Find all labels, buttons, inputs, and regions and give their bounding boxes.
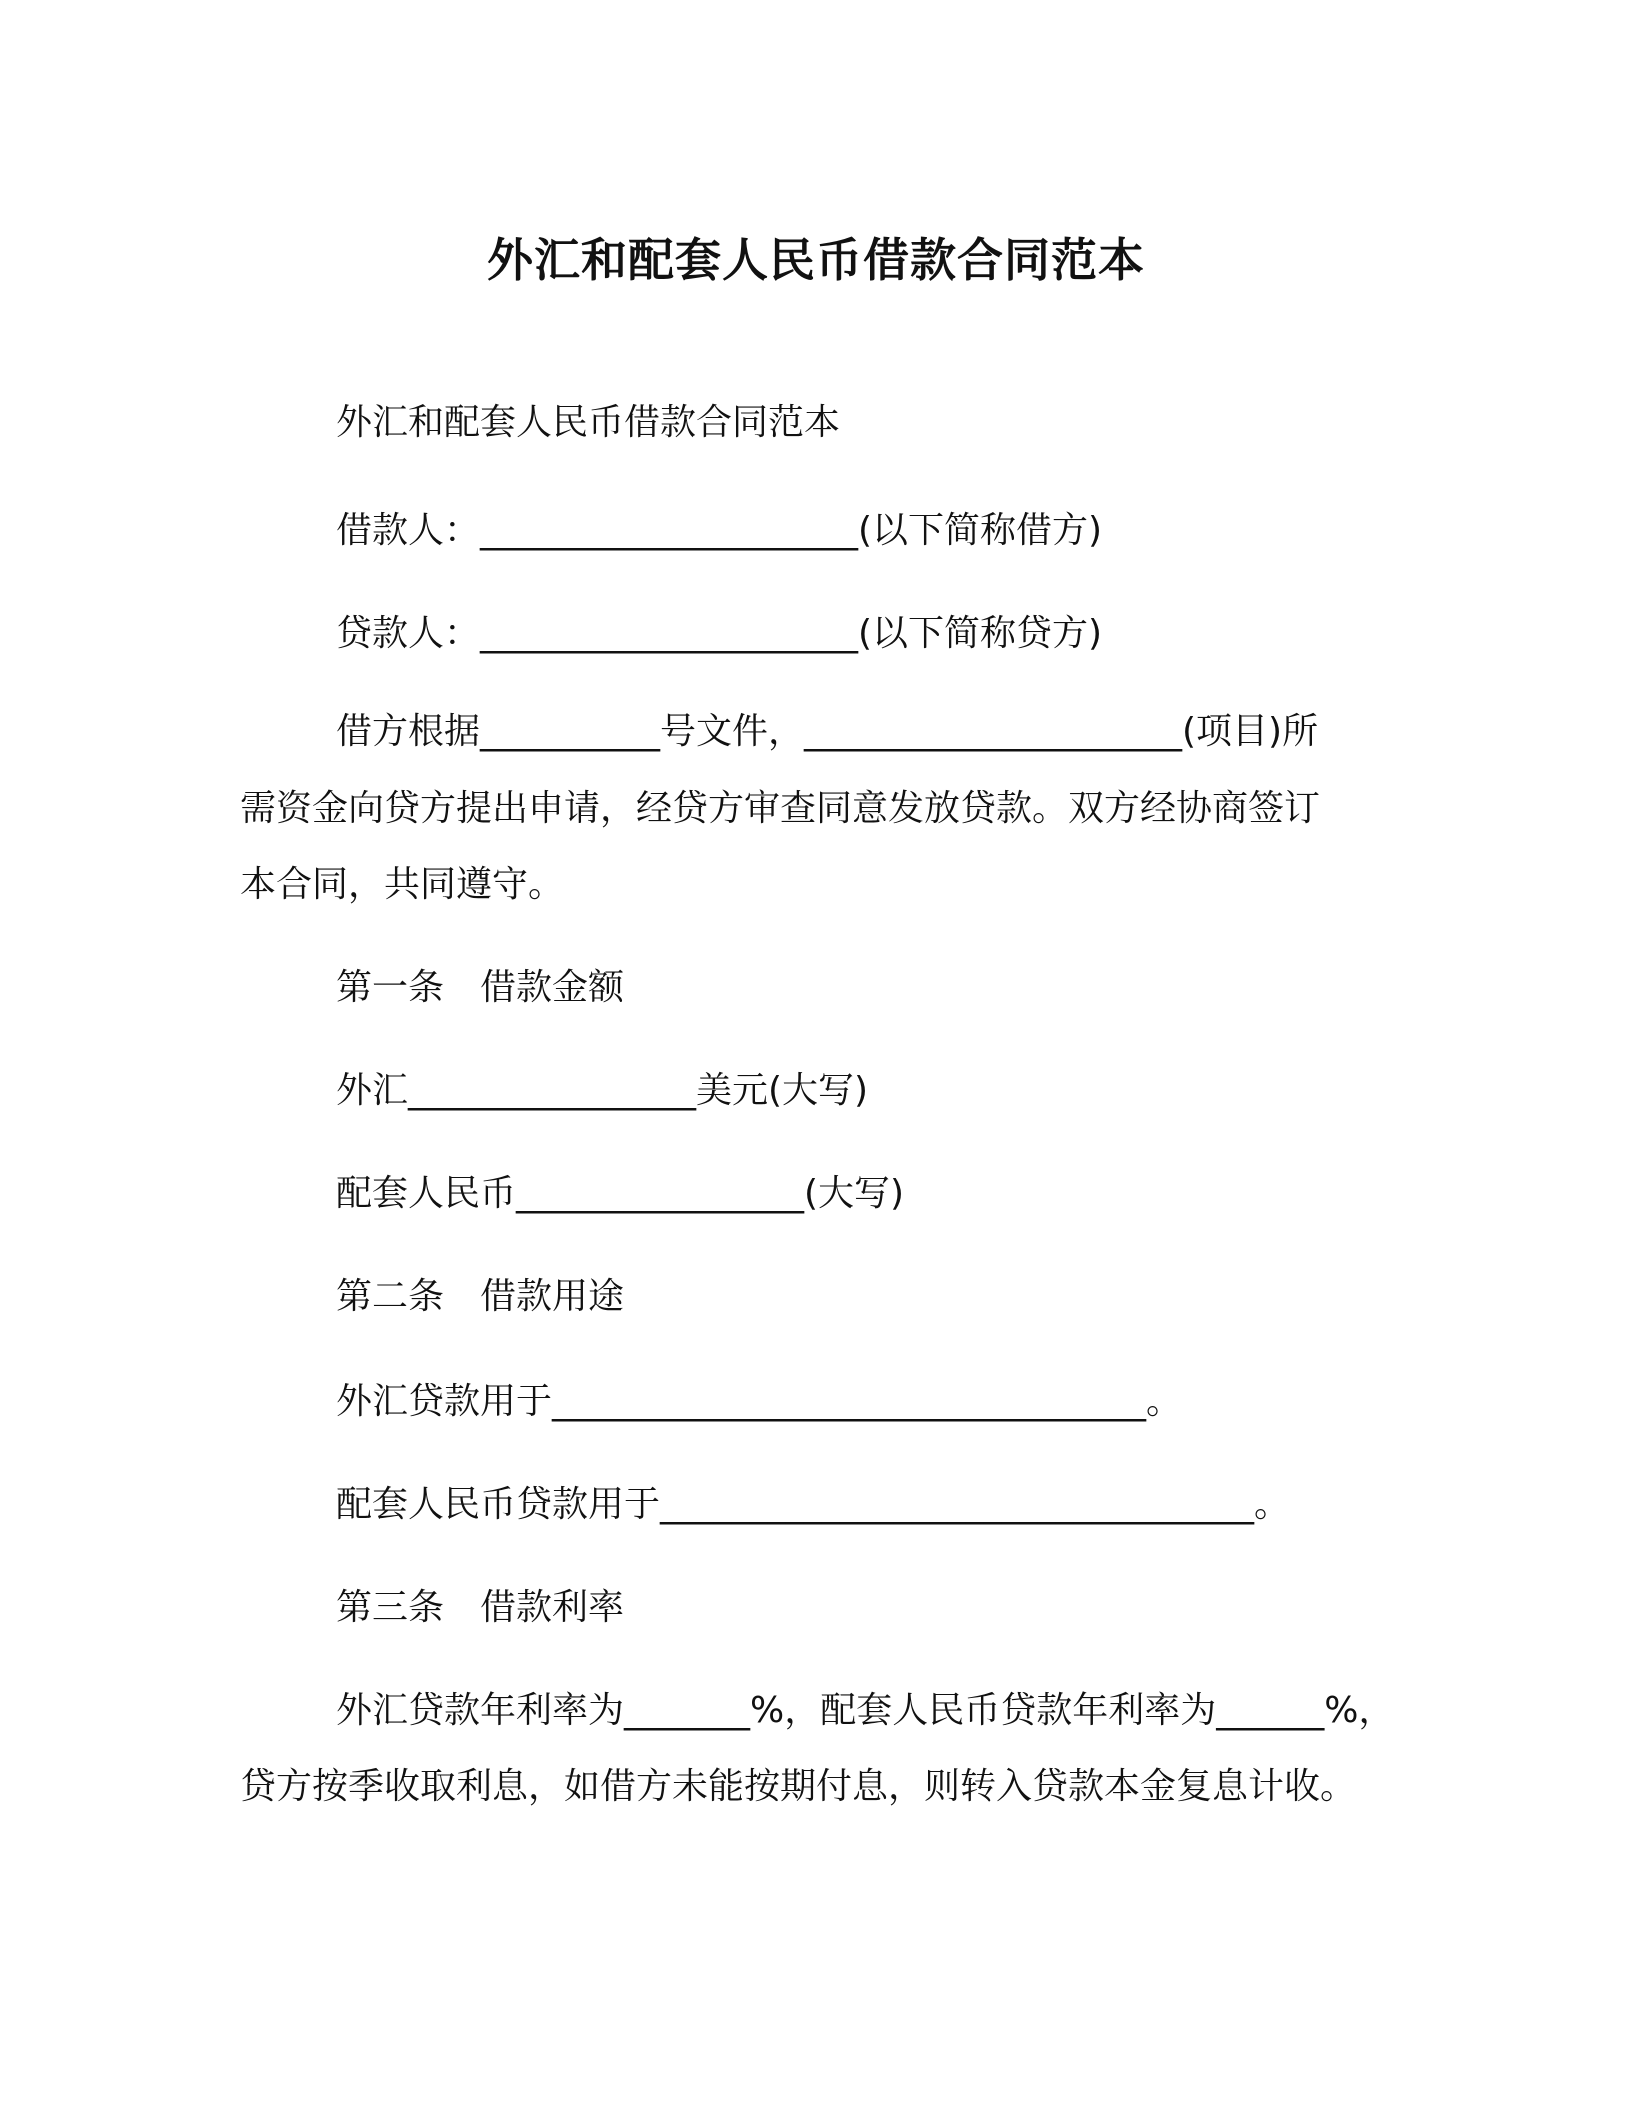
rmb-use-line: 配套人民币贷款用于_________________________________。: [336, 1484, 1291, 1525]
intro-line-3: 本合同，共同遵守。: [240, 864, 565, 905]
borrower-line: 借款人：_____________________(以下简称借方): [336, 510, 1103, 551]
interest-rate-line-2: 贷方按季收取利息，如借方未能按期付息，则转入贷款本金复息计收。: [240, 1766, 1357, 1807]
forex-amount-line: 外汇________________美元(大写): [336, 1070, 869, 1111]
article-1-heading: 第一条 借款金额: [336, 967, 625, 1008]
intro-line-2: 需资金向贷方提出申请，经贷方审查同意发放贷款。双方经协商签订: [240, 788, 1321, 829]
article-3-heading: 第三条 借款利率: [336, 1587, 625, 1628]
page-title: 外汇和配套人民币借款合同范本: [487, 233, 1145, 287]
intro-line-1: 借方根据__________号文件，_____________________(项目)所: [336, 711, 1319, 752]
lender-line: 贷款人：_____________________(以下简称贷方): [336, 613, 1103, 654]
article-2-heading: 第二条 借款用途: [336, 1276, 625, 1317]
rmb-amount-line: 配套人民币________________(大写): [336, 1173, 905, 1214]
document-subtitle: 外汇和配套人民币借款合同范本: [336, 402, 841, 443]
interest-rate-line-1: 外汇贷款年利率为_______%，配套人民币贷款年利率为______%，: [336, 1690, 1395, 1731]
forex-use-line: 外汇贷款用于_________________________________。: [336, 1381, 1183, 1422]
